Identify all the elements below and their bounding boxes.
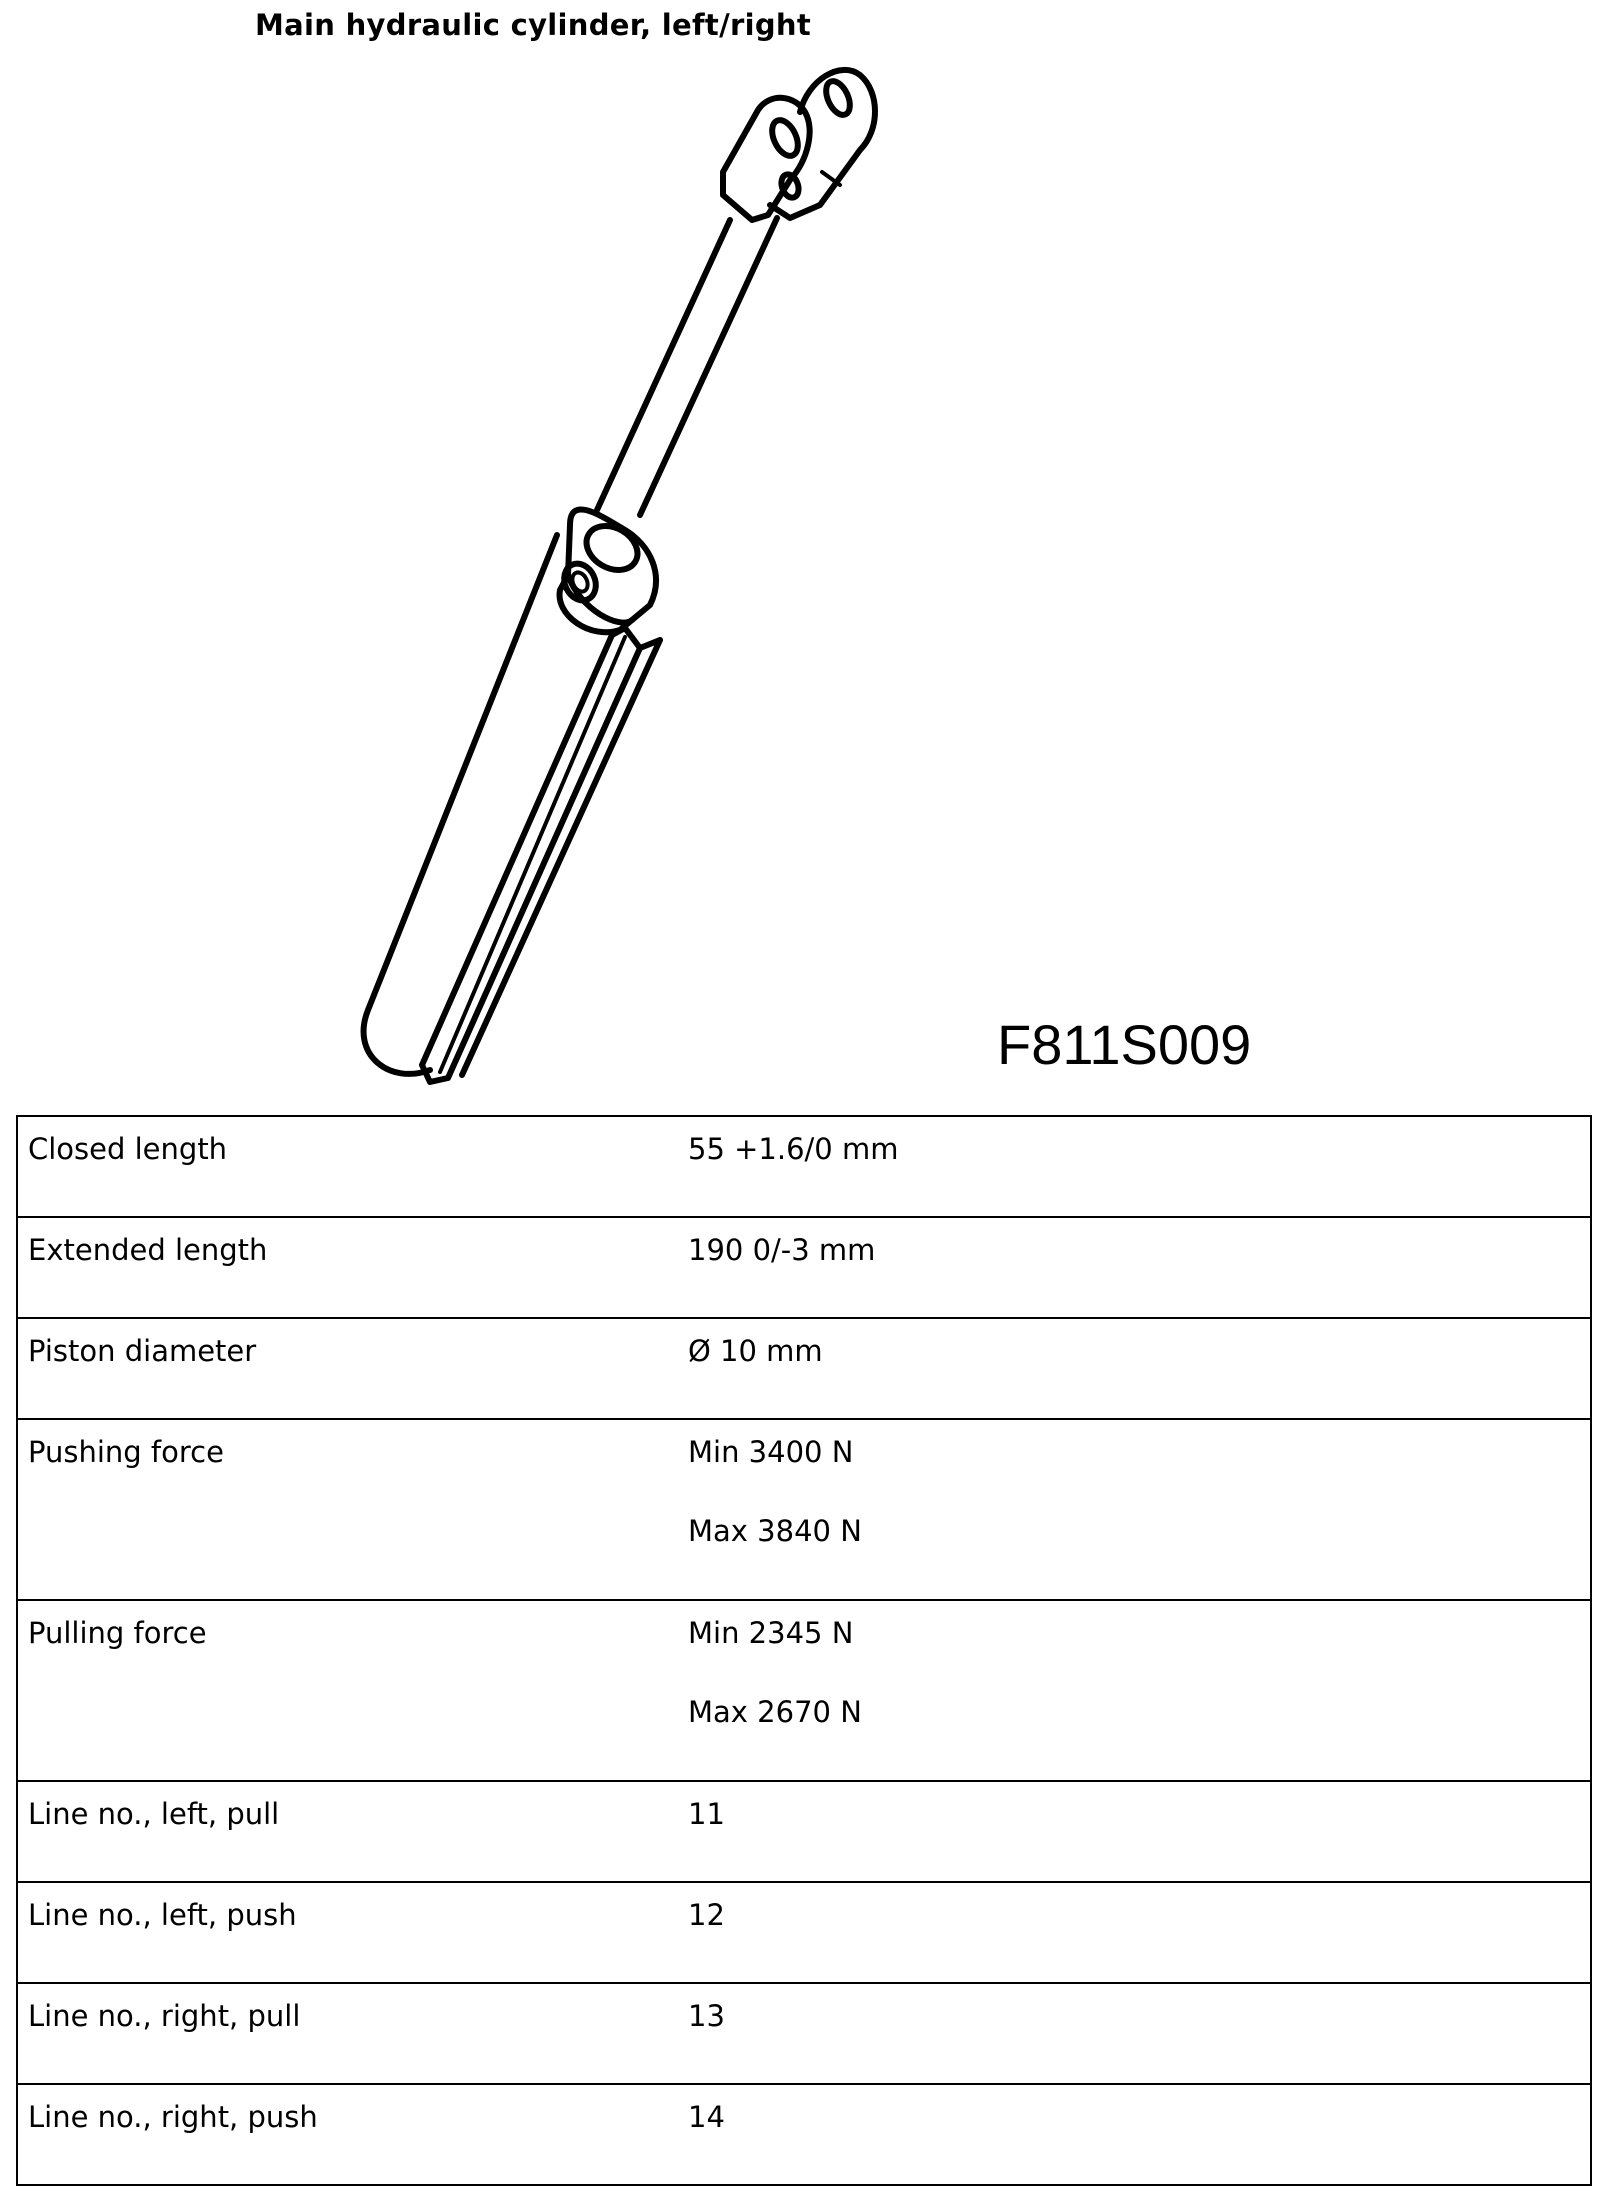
row-value: [678, 1419, 1591, 1600]
row-value: [678, 1600, 1591, 1781]
row-value: [678, 1116, 1591, 1217]
table-row: [17, 1217, 1591, 1318]
value-line: 12: [688, 1898, 725, 1932]
row-value: [678, 1217, 1591, 1318]
eye-lugs: [723, 70, 875, 220]
table-row: [17, 1781, 1591, 1882]
table-row: [17, 1419, 1591, 1600]
row-label: Line no., left, push: [17, 1882, 678, 1983]
figure-code: F811S009: [997, 1013, 1252, 1076]
row-value: [678, 1983, 1591, 2084]
row-label: Extended length: [17, 1217, 678, 1318]
value-line: 13: [688, 1999, 725, 2033]
value-line: 55 +1.6/0 mm: [688, 1132, 899, 1166]
row-value: [678, 2084, 1591, 2185]
hydraulic-cylinder-illustration: [340, 50, 900, 1095]
piston-rod: [597, 218, 777, 515]
row-label: Closed length: [17, 1116, 678, 1217]
row-label: Line no., left, pull: [17, 1781, 678, 1882]
value-line: Max 2670 N: [688, 1695, 862, 1729]
row-label: Pushing force: [17, 1419, 678, 1600]
table-row: [17, 2084, 1591, 2185]
page-title: Main hydraulic cylinder, left/right: [255, 8, 811, 42]
row-label: Piston diameter: [17, 1318, 678, 1419]
cylinder-body: [364, 535, 660, 1082]
table-row: [17, 1600, 1591, 1781]
value-line: 11: [688, 1797, 725, 1831]
row-label: Pulling force: [17, 1600, 678, 1781]
table-row: [17, 1983, 1591, 2084]
value-line: 14: [688, 2100, 725, 2134]
row-value: [678, 1781, 1591, 1882]
table-row: [17, 1882, 1591, 1983]
row-value: [678, 1318, 1591, 1419]
row-label: Line no., right, push: [17, 2084, 678, 2185]
table-row: [17, 1318, 1591, 1419]
value-line: Ø 10 mm: [688, 1334, 823, 1368]
value-line: Min 2345 N: [688, 1616, 854, 1650]
table-row: [17, 1116, 1591, 1217]
row-label: Line no., right, pull: [17, 1983, 678, 2084]
cylinder-collar: [558, 509, 656, 632]
value-line: Min 3400 N: [688, 1435, 854, 1469]
value-line: 190 0/-3 mm: [688, 1233, 876, 1267]
row-value: [678, 1882, 1591, 1983]
value-line: Max 3840 N: [688, 1514, 862, 1548]
specification-table: [16, 1115, 1592, 2186]
